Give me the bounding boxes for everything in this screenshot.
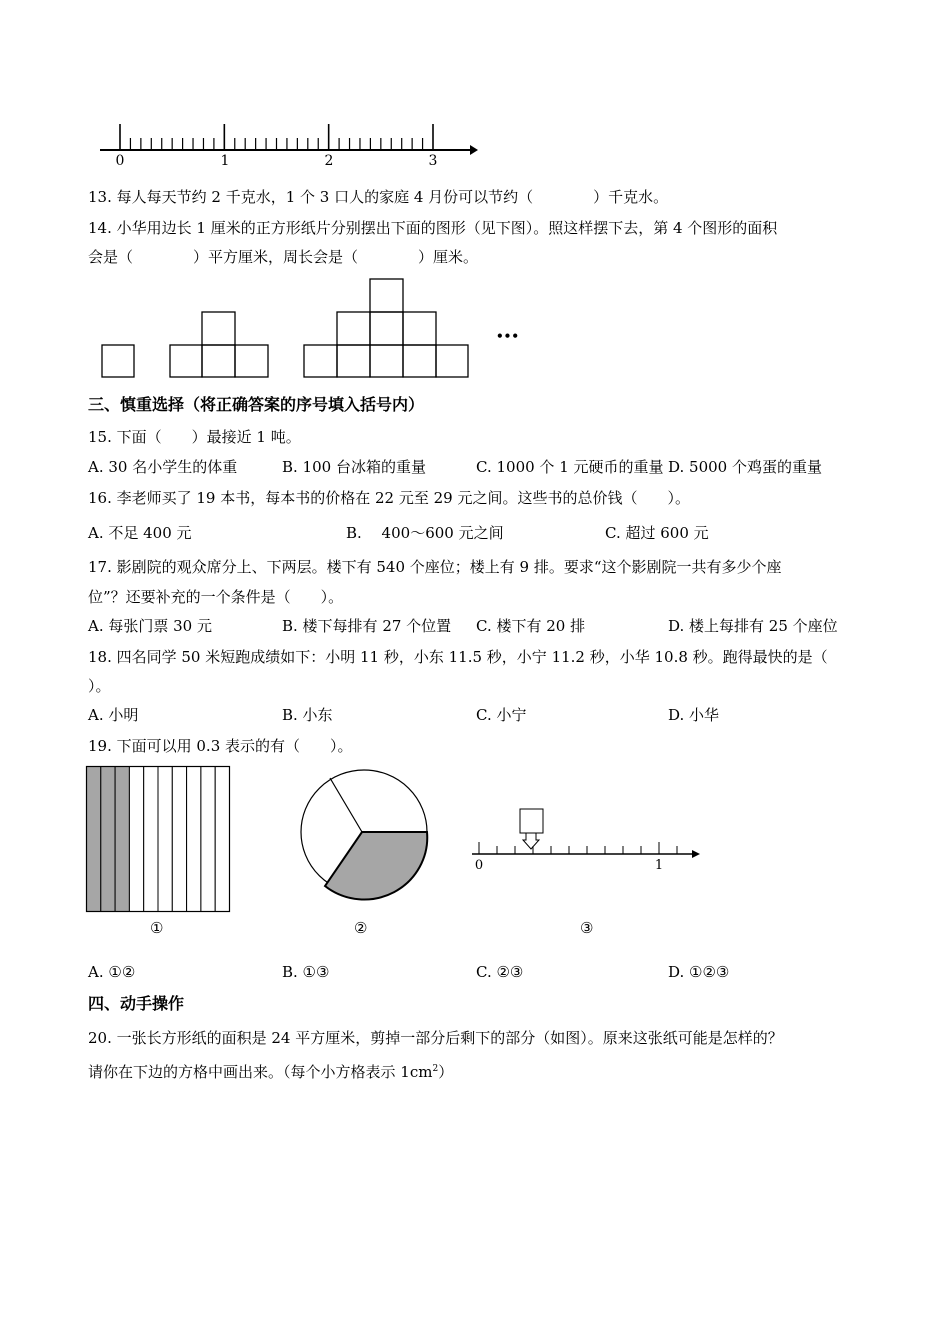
q19-option-c: C. ②③ (476, 963, 524, 981)
stripe (129, 767, 143, 912)
q16-option-b: B. 400～600 元之间 (346, 524, 504, 542)
svg-text:3: 3 (428, 153, 438, 169)
svg-text:0: 0 (115, 153, 125, 169)
figure-3-number-line (470, 805, 710, 875)
figure-3-label: ③ (580, 919, 594, 937)
shaded-stripe (101, 767, 115, 912)
question-14-line1: 14. 小华用边长 1 厘米的正方形纸片分别摆出下面的图形（见下图）。照这样摆下去，第 4 个图形的面积 (88, 219, 778, 237)
q17-option-d: D. 楼上每排有 25 个座位 (668, 617, 838, 635)
q18-option-d: D. 小华 (668, 706, 720, 724)
q17-option-b: B. 楼下每排有 27 个位置 (282, 617, 452, 635)
svg-text:1: 1 (654, 858, 664, 873)
q15-option-c: C. 1000 个 1 元硬币的重量 (476, 458, 664, 476)
stripe (144, 767, 158, 912)
figure-2-circle (300, 770, 430, 895)
question-14-line2: 会是（ ）平方厘米，周长会是（ ）厘米。 (88, 248, 479, 266)
shaded-stripe (115, 767, 129, 912)
stripe (201, 767, 215, 912)
question-18-line1: 18. 四名同学 50 米短跑成绩如下：小明 11 秒，小东 11.5 秒，小宁 11.2 秒，小华 10.8 秒。跑得最快的是（ (88, 648, 828, 666)
stripe (187, 767, 201, 912)
number-line-0-3 (100, 120, 480, 170)
question-17-line2: 位”？还要补充的一个条件是（ ）。 (88, 588, 344, 606)
question-20-line2: 请你在下边的方格中画出来。（每个小方格表示 $1cm^2$） (88, 1063, 454, 1081)
q18-option-a: A. 小明 (88, 706, 139, 724)
q18-option-b: B. 小东 (282, 706, 333, 724)
q19-option-b: B. ①③ (282, 963, 330, 981)
q17-option-c: C. 楼下有 20 排 (476, 617, 586, 635)
section-4-heading: 四、动手操作 (88, 994, 185, 1013)
q15-option-a: A. 30 名小学生的体重 (88, 458, 238, 476)
question-16: 16. 李老师买了 19 本书，每本书的价格在 22 元至 29 元之间。这些书的总价钱（ ）。 (88, 489, 690, 507)
square-pattern-figures (100, 278, 530, 380)
svg-text:0: 0 (474, 858, 484, 873)
stripe (215, 767, 229, 912)
shaded-stripe (87, 767, 101, 912)
question-17-line1: 17. 影剧院的观众席分上、下两层。楼下有 540 个座位；楼上有 9 排。要求“这个影剧院一共有多少个座 (88, 558, 782, 576)
q19-option-a: A. ①② (88, 963, 136, 981)
section-3-heading: 三、慎重选择（将正确答案的序号填入括号内） (88, 395, 425, 414)
ellipsis: ••• (496, 329, 520, 343)
stripe (172, 767, 186, 912)
question-13: 13. 每人每天节约 2 千克水，1 个 3 口人的家庭 4 月份可以节约（ ）千克水。 (88, 188, 669, 206)
figure-1-label: ① (150, 919, 164, 937)
q18-option-c: C. 小宁 (476, 706, 527, 724)
q16-option-c: C. 超过 600 元 (605, 524, 709, 542)
question-15: 15. 下面（ ）最接近 1 吨。 (88, 428, 301, 446)
figure-2-label: ② (354, 919, 368, 937)
q17-option-a: A. 每张门票 30 元 (88, 617, 212, 635)
svg-text:1: 1 (220, 153, 230, 169)
q16-option-a: A. 不足 400 元 (88, 524, 192, 542)
q15-option-d: D. 5000 个鸡蛋的重量 (668, 458, 822, 476)
stripe (158, 767, 172, 912)
svg-text:2: 2 (324, 153, 334, 169)
q15-option-b: B. 100 台冰箱的重量 (282, 458, 426, 476)
figure-1-striped-rectangle (86, 766, 231, 912)
q19-option-d: D. ①②③ (668, 963, 730, 981)
question-20-line1: 20. 一张长方形纸的面积是 24 平方厘米，剪掉一部分后剩下的部分（如图）。原来这张纸可能是怎样的？ (88, 1029, 783, 1047)
question-18-line2: ）。 (88, 677, 111, 695)
question-19: 19. 下面可以用 0.3 表示的有（ ）。 (88, 737, 353, 755)
